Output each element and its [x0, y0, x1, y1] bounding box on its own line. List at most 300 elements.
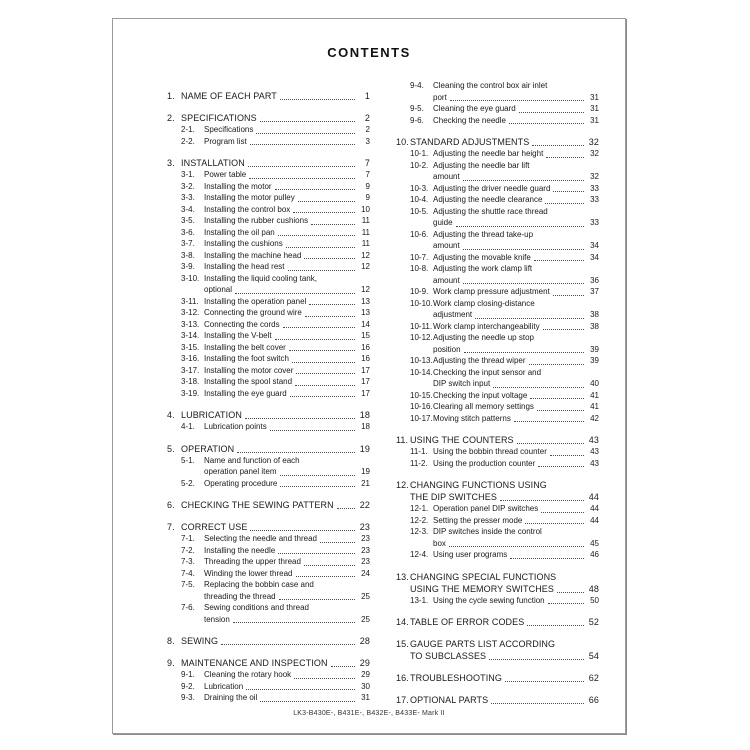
dot-leader	[320, 541, 355, 543]
dot-leader	[298, 200, 355, 202]
entry-number: 3-2.	[181, 181, 195, 191]
toc-entry-line	[410, 252, 599, 264]
toc-sub-entry	[167, 388, 370, 400]
page-number: 31	[590, 104, 599, 113]
toc-entry-continuation	[396, 491, 599, 503]
toc-entry-line	[181, 330, 370, 342]
page-number: 23	[361, 557, 370, 566]
dot-leader	[296, 372, 355, 374]
toc-sub-entry	[167, 455, 370, 478]
entry-number: 3-16.	[181, 354, 200, 363]
dot-leader	[463, 282, 584, 284]
dot-leader	[296, 575, 356, 577]
entry-number: 7-2.	[181, 545, 195, 555]
toc-entry-line	[181, 136, 370, 148]
entry-title: Setting the presser mode	[433, 515, 523, 525]
toc-section-entry	[396, 136, 599, 148]
page-number: 13	[361, 308, 370, 317]
page-number: 38	[590, 321, 599, 331]
toc-sub-entry	[167, 602, 370, 625]
entry-title: Installing the control box	[204, 204, 291, 214]
toc-entry-line	[181, 602, 370, 614]
entry-number: 3-11.	[181, 296, 199, 306]
entry-title: Installing the liquid cooling tank,	[204, 273, 317, 283]
dot-leader	[246, 688, 355, 690]
dot-leader	[500, 499, 584, 501]
dot-leader	[290, 395, 355, 397]
toc-sub-entry	[396, 160, 599, 183]
entry-title: Lubrication	[204, 681, 244, 691]
entry-title-continued: optional	[204, 285, 233, 294]
dot-leader	[288, 269, 356, 271]
entry-number: 12-4.	[410, 550, 429, 559]
toc-entry-line	[396, 479, 599, 491]
toc-entry-line	[181, 376, 370, 388]
dot-leader	[538, 465, 584, 467]
dot-leader	[270, 429, 355, 431]
dot-leader	[286, 246, 355, 248]
entry-number: 17.	[396, 695, 409, 705]
entry-number: 15.	[396, 639, 409, 649]
entry-title: Installing the operation panel	[204, 296, 307, 306]
toc-entry-line	[410, 298, 599, 310]
toc-sub-entry	[167, 307, 370, 319]
page-number: 37	[590, 287, 599, 296]
page-number: 17	[361, 377, 370, 386]
entry-title: Winding the lower thread	[204, 568, 293, 578]
entry-title: Adjusting the needle up stop	[433, 333, 534, 342]
dot-leader	[289, 349, 355, 351]
toc-entry-line	[410, 194, 599, 206]
toc-entry-continuation	[410, 217, 599, 229]
toc-sub-entry	[396, 183, 599, 195]
entry-title: CHECKING THE SEWING PATTERN	[181, 500, 334, 510]
dot-leader	[543, 328, 584, 330]
dot-leader	[304, 257, 355, 259]
toc-entry-line	[410, 526, 599, 538]
toc-sub-entry	[167, 261, 370, 273]
entry-number: 10-4.	[410, 195, 429, 204]
page-number: 19	[361, 467, 370, 476]
toc-entry-continuation	[410, 240, 599, 252]
entry-title: Installing the motor pulley	[204, 193, 295, 202]
entry-number: 10-8.	[410, 264, 429, 273]
page-number: 9	[365, 181, 370, 191]
page-number: 25	[361, 591, 370, 601]
entry-title: Selecting the needle and thread	[204, 534, 317, 543]
dot-leader	[548, 602, 584, 604]
page-number: 43	[588, 435, 599, 445]
entry-number: 7-6.	[181, 603, 195, 612]
toc-entry-line	[410, 148, 599, 160]
entry-title: Cleaning the eye guard	[433, 104, 516, 113]
dot-leader	[256, 132, 355, 134]
toc-sub-entry	[396, 252, 599, 264]
toc-entry-line	[181, 556, 370, 568]
entry-number: 10-2.	[410, 160, 429, 170]
entry-title: Cleaning the rotary hook	[204, 670, 292, 679]
page-number: 1	[364, 91, 370, 101]
entry-title-continued: box	[433, 538, 446, 548]
dot-leader	[283, 326, 355, 328]
entry-title: Adjusting the needle clearance	[433, 195, 543, 204]
entry-number: 5-2.	[181, 478, 195, 488]
page-number: 2	[364, 113, 370, 123]
page-number: 21	[361, 478, 370, 488]
entry-title: Power table	[204, 170, 247, 179]
toc-entry-line	[410, 413, 599, 425]
dot-leader	[331, 665, 355, 667]
toc-sub-entry	[167, 136, 370, 148]
entry-number: 9-4.	[410, 81, 424, 90]
toc-entry-line	[396, 616, 599, 628]
entry-title: Installing the belt cover	[204, 342, 286, 352]
entry-number: 10.	[396, 137, 409, 147]
page-number: 30	[361, 681, 370, 691]
toc-entry-line	[410, 458, 599, 470]
toc-sub-entry	[167, 365, 370, 377]
dot-leader	[550, 454, 584, 456]
toc-entry-line	[181, 192, 370, 204]
entry-title: TROUBLESHOOTING	[410, 673, 503, 683]
entry-title-continued: amount	[433, 241, 460, 250]
dot-leader	[278, 234, 355, 236]
entry-number: 10-6.	[410, 229, 429, 239]
toc-sub-entry	[167, 421, 370, 433]
toc-entry-line	[410, 367, 599, 379]
entry-number: 2.	[167, 113, 175, 123]
dot-leader	[456, 225, 584, 227]
toc-entry-line	[181, 533, 370, 545]
entry-title: Installing the V-belt	[204, 331, 272, 340]
toc-sub-entry	[167, 296, 370, 308]
entry-title: Installing the motor cover	[204, 365, 294, 375]
page-number: 24	[361, 568, 370, 578]
dot-leader	[553, 294, 584, 296]
entry-title: Using the production counter	[433, 458, 536, 468]
toc-entry-continuation	[181, 614, 370, 626]
page-number: 39	[590, 356, 599, 365]
page-number: 44	[588, 492, 599, 502]
page-number: 34	[590, 241, 599, 250]
toc-entry-continuation	[396, 583, 599, 595]
entry-title-continued: amount	[433, 172, 460, 181]
toc-entry-line	[181, 238, 370, 250]
entry-number: 12-3.	[410, 527, 429, 536]
toc-section-entry	[396, 694, 599, 706]
toc-sub-entry	[396, 367, 599, 390]
entry-title: USING THE COUNTERS	[410, 435, 514, 445]
dot-leader	[279, 598, 355, 600]
entry-number: 7-3.	[181, 557, 195, 566]
entry-number: 11-1.	[410, 447, 428, 456]
toc-sub-entry	[167, 204, 370, 216]
dot-leader	[557, 591, 584, 593]
toc-entry-continuation	[410, 538, 599, 550]
toc-entry-line	[167, 112, 370, 124]
dot-leader	[280, 474, 356, 476]
toc-sub-entry	[167, 319, 370, 331]
toc-sub-entry	[167, 669, 370, 681]
toc-section-entry	[396, 616, 599, 628]
entry-number: 3.	[167, 158, 175, 168]
entry-title: Using the bobbin thread counter	[433, 447, 547, 456]
entry-number: 16.	[396, 673, 409, 683]
page-number: 32	[588, 137, 599, 147]
entry-number: 10-14.	[410, 367, 433, 377]
toc-entry-continuation	[181, 591, 370, 603]
toc-entry-line	[181, 342, 370, 354]
toc-sub-entry	[396, 446, 599, 458]
toc-sub-entry	[396, 206, 599, 229]
entry-number: 10-16.	[410, 402, 433, 411]
toc-section-entry	[167, 157, 370, 169]
dot-leader	[233, 621, 355, 623]
toc-sub-entry	[167, 124, 370, 136]
toc-sub-entry	[167, 579, 370, 602]
entry-number: 3-5.	[181, 216, 195, 225]
dot-leader	[519, 111, 584, 113]
dot-leader	[530, 397, 584, 399]
toc-sub-entry	[167, 556, 370, 568]
entry-title-continued: port	[433, 92, 447, 102]
toc-entry-line	[410, 549, 599, 561]
toc-sub-entry	[396, 413, 599, 425]
dot-leader	[304, 564, 355, 566]
entry-title-continued: threading the thread	[204, 591, 276, 601]
toc-sub-entry	[396, 595, 599, 607]
entry-title: Replacing the bobbin case and	[204, 580, 314, 589]
page-footer: LK3-B430E-, B431E-, B432E-, B433E- Mark II	[293, 710, 445, 717]
toc-sub-entry	[167, 192, 370, 204]
entry-number: 10-15.	[410, 390, 433, 400]
toc-entry-line	[410, 115, 599, 127]
toc-entry-line	[410, 332, 599, 344]
toc-sub-entry	[396, 321, 599, 333]
toc-right-column	[396, 80, 599, 706]
page-number: 29	[359, 658, 370, 668]
entry-number: 3-8.	[181, 250, 195, 260]
toc-section-entry	[167, 499, 370, 511]
entry-number: 12.	[396, 480, 409, 490]
entry-title-continued: guide	[433, 218, 453, 227]
toc-sub-entry	[396, 286, 599, 298]
dot-leader	[305, 315, 355, 317]
dot-leader	[248, 165, 355, 167]
page-number: 43	[590, 447, 599, 456]
toc-entry-line	[181, 215, 370, 227]
toc-entry-line	[181, 365, 370, 377]
toc-entry-line	[410, 286, 599, 298]
toc-entry-line	[410, 321, 599, 333]
page-number: 18	[361, 422, 370, 431]
toc-section-entry	[167, 90, 370, 102]
page-number: 2	[365, 125, 370, 134]
dot-leader	[449, 545, 584, 547]
page-number: 46	[590, 550, 599, 559]
entry-number: 10-10.	[410, 298, 433, 308]
entry-number: 10-12.	[410, 333, 433, 342]
entry-title: Adjusting the shuttle race thread	[433, 206, 548, 216]
dot-leader	[250, 143, 355, 145]
toc-entry-line	[181, 421, 370, 433]
page-number: 14	[361, 319, 370, 329]
dot-leader	[464, 351, 584, 353]
entry-number: 3-1.	[181, 170, 195, 179]
toc-entry-line	[181, 579, 370, 591]
toc-section-entry	[396, 672, 599, 684]
entry-title: Installing the eye guard	[204, 388, 287, 398]
toc-sub-entry	[167, 342, 370, 354]
page-number: 36	[590, 275, 599, 285]
toc-sub-entry	[167, 273, 370, 296]
entry-number: 7-4.	[181, 568, 195, 578]
page-number: 17	[361, 365, 370, 375]
page-number: 23	[361, 545, 370, 555]
toc-entry-line	[167, 499, 370, 511]
entry-title: Using user programs	[433, 550, 508, 559]
entry-title: Connecting the ground wire	[204, 308, 302, 317]
page-number: 12	[361, 262, 370, 271]
page-number: 16	[361, 354, 370, 363]
page-number: 42	[590, 413, 599, 423]
toc-entry-line	[181, 478, 370, 490]
page-number: 54	[588, 651, 599, 661]
page-number: 44	[590, 504, 599, 513]
page-number: 28	[359, 636, 370, 646]
dot-leader	[280, 98, 355, 100]
entry-title: Sewing conditions and thread	[204, 603, 309, 612]
toc-entry-line	[181, 455, 370, 467]
toc-entry-line	[410, 263, 599, 275]
entry-title: NAME OF EACH PART	[181, 91, 277, 101]
entry-number: 12-2.	[410, 515, 429, 525]
entry-number: 3-15.	[181, 342, 200, 352]
entry-title: OPERATION	[181, 443, 235, 454]
entry-title-continued: adjustment	[433, 310, 473, 319]
entry-number: 3-9.	[181, 262, 195, 271]
entry-number: 9-2.	[181, 681, 195, 691]
page-number: 23	[361, 534, 370, 543]
toc-sub-entry	[167, 181, 370, 193]
entry-title: Operation panel DIP switches	[433, 504, 539, 513]
page-number: 31	[590, 115, 599, 125]
entry-title: CHANGING SPECIAL FUNCTIONS	[410, 571, 557, 582]
entry-title: LUBRICATION	[181, 410, 242, 420]
toc-sub-entry	[167, 169, 370, 181]
entry-number: 10-7.	[410, 252, 429, 262]
entry-title: DIP switches inside the control	[433, 527, 542, 536]
page-number: 11	[361, 239, 370, 248]
entry-number: 10-1.	[410, 149, 429, 158]
toc-sub-entry	[396, 115, 599, 127]
entry-title-continued: DIP switch input	[433, 379, 491, 388]
entry-number: 3-3.	[181, 193, 195, 202]
toc-entry-continuation	[181, 284, 370, 296]
entry-title: Using the cycle sewing function	[433, 595, 545, 605]
entry-title: CHANGING FUNCTIONS USING	[410, 480, 547, 490]
toc-sub-entry	[167, 227, 370, 239]
toc-entry-line	[167, 443, 370, 455]
toc-entry-line	[181, 273, 370, 285]
toc-entry-line	[167, 90, 370, 102]
page-number: 52	[588, 617, 599, 627]
entry-title: Work clamp interchangeability	[433, 321, 540, 331]
entry-title: MAINTENANCE AND INSPECTION	[181, 658, 328, 668]
dot-leader	[278, 552, 355, 554]
entry-title: CORRECT USE	[181, 522, 248, 532]
entry-title: Threading the upper thread	[204, 557, 301, 566]
toc-entry-line	[181, 261, 370, 273]
entry-title: Installing the needle	[204, 545, 276, 555]
toc-sub-entry	[167, 478, 370, 490]
entry-number: 6.	[167, 500, 175, 510]
page-number: 17	[361, 388, 370, 398]
page-number: 12	[361, 250, 370, 260]
page-number: 12	[361, 285, 370, 294]
toc-entry-continuation	[410, 344, 599, 356]
dot-leader	[260, 700, 355, 702]
entry-title: Checking the input voltage	[433, 390, 528, 400]
entry-number: 7-1.	[181, 534, 195, 543]
page-number: 48	[588, 583, 599, 594]
toc-entry-line	[410, 183, 599, 195]
toc-sub-entry	[396, 148, 599, 160]
dot-leader	[293, 211, 355, 213]
toc-entry-line	[181, 307, 370, 319]
toc-entry-line	[396, 638, 599, 650]
entry-title: Draining the oil	[204, 693, 258, 702]
entry-number: 11.	[396, 435, 409, 445]
dot-leader	[493, 386, 584, 388]
toc-entry-line	[181, 204, 370, 216]
page-number: 3	[365, 136, 370, 146]
toc-sub-entry	[396, 298, 599, 321]
toc-entry-line	[396, 694, 599, 706]
toc-section-entry	[167, 112, 370, 124]
entry-title: Installing the cushions	[204, 239, 283, 248]
toc-entry-continuation	[410, 171, 599, 183]
toc-entry-line	[181, 545, 370, 557]
toc-sub-entry	[167, 353, 370, 365]
entry-title: Lubrication points	[204, 422, 267, 431]
toc-entry-line	[167, 635, 370, 647]
entry-title: Adjusting the thread wiper	[433, 356, 526, 365]
toc-entry-line	[167, 657, 370, 669]
toc-entry-line	[410, 446, 599, 458]
entry-title: Adjusting the movable knife	[433, 252, 531, 262]
entry-title: Cleaning the control box air inlet	[433, 81, 548, 90]
page-number: 44	[590, 515, 599, 525]
toc-entry-continuation	[410, 275, 599, 287]
toc-entry-line	[396, 434, 599, 446]
dot-leader	[545, 202, 584, 204]
toc-sub-entry	[396, 526, 599, 549]
toc-section-entry	[167, 409, 370, 421]
dot-leader	[280, 485, 355, 487]
page-number: 32	[590, 149, 599, 158]
entry-number: 1.	[167, 91, 175, 101]
dot-leader	[491, 702, 584, 704]
toc-entry-continuation	[181, 466, 370, 478]
entry-title: Installing the machine head	[204, 250, 302, 260]
dot-leader	[525, 522, 584, 524]
toc-sub-entry	[396, 515, 599, 527]
toc-entry-continuation	[410, 92, 599, 104]
toc-entry-line	[181, 124, 370, 136]
dot-leader	[489, 658, 584, 660]
dot-leader	[532, 144, 584, 146]
